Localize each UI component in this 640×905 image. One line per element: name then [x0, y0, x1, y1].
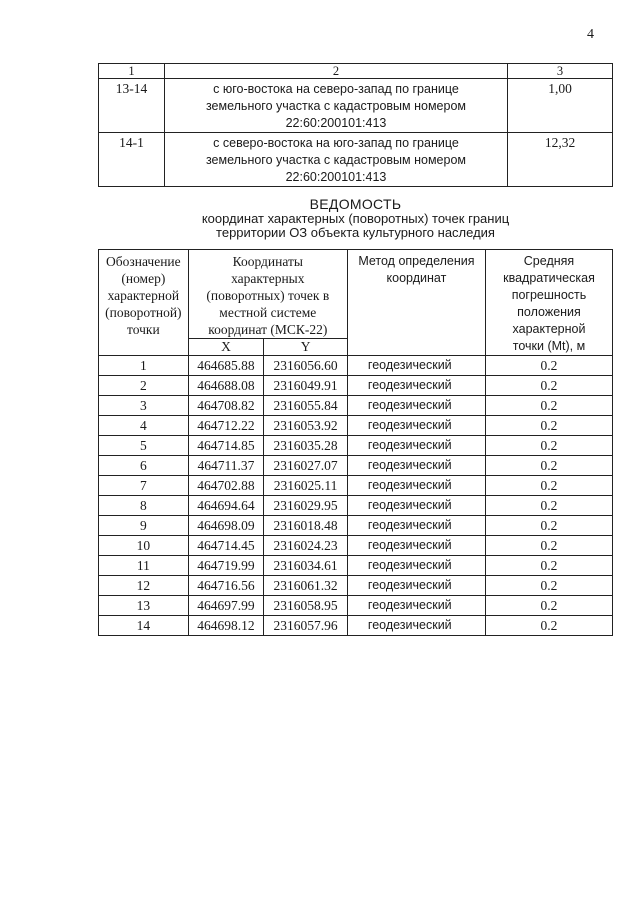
- coords-row: [99, 516, 613, 536]
- point-number: 6: [99, 456, 189, 476]
- coord-y: 2316056.60: [264, 356, 348, 376]
- header-line: точки (Mt), м: [512, 339, 586, 353]
- method: геодезический: [347, 396, 485, 416]
- point-number: 9: [99, 516, 189, 536]
- mean-error: 0.2: [485, 396, 612, 416]
- coords-row: [99, 436, 613, 456]
- header-line: характерной: [512, 322, 586, 336]
- method: геодезический: [347, 616, 485, 636]
- point-number: 12: [99, 576, 189, 596]
- point-number: 13: [99, 596, 189, 616]
- coords-row: [99, 416, 613, 436]
- method: геодезический: [347, 456, 485, 476]
- point-number: 5: [99, 436, 189, 456]
- section-subtitle-line1: координат характерных (поворотных) точек границ: [201, 211, 510, 226]
- coords-row: [99, 396, 613, 416]
- coord-y: 2316057.96: [264, 616, 348, 636]
- mean-error: 0.2: [485, 596, 612, 616]
- coords-row: [99, 596, 613, 616]
- header-line: Средняя: [523, 254, 575, 268]
- borders-row: [99, 133, 613, 187]
- coords-row: [99, 496, 613, 516]
- segment-id: 13-14: [99, 79, 165, 133]
- coord-y: 2316029.95: [264, 496, 348, 516]
- description-line: земельного участка с кадастровым номером: [205, 153, 467, 167]
- header-line: Метод определения: [358, 254, 475, 268]
- description-line: земельного участка с кадастровым номером: [205, 99, 467, 113]
- mean-error: 0.2: [485, 436, 612, 456]
- header-y: Y: [264, 339, 348, 356]
- coords-header-row: [99, 250, 613, 339]
- method: геодезический: [347, 376, 485, 396]
- method: геодезический: [347, 476, 485, 496]
- method: геодезический: [347, 576, 485, 596]
- point-number: 14: [99, 616, 189, 636]
- coord-y: 2316058.95: [264, 596, 348, 616]
- coord-y: 2316034.61: [264, 556, 348, 576]
- header-line: характерных: [231, 271, 305, 286]
- borders-header-col1: 1: [99, 64, 165, 79]
- coord-x: 464714.85: [188, 436, 264, 456]
- segment-description: [165, 133, 508, 187]
- coord-y: 2316025.11: [264, 476, 348, 496]
- borders-header-col3: 3: [508, 64, 613, 79]
- mean-error: 0.2: [485, 456, 612, 476]
- point-number: 2: [99, 376, 189, 396]
- description-line: 22:60:200101:413: [285, 116, 387, 130]
- coord-x: 464711.37: [188, 456, 264, 476]
- coord-x: 464698.09: [188, 516, 264, 536]
- mean-error: 0.2: [485, 556, 612, 576]
- header-method: [347, 250, 485, 356]
- segment-id: 14-1: [99, 133, 165, 187]
- header-line: (номер): [121, 271, 166, 286]
- mean-error: 0.2: [485, 576, 612, 596]
- mean-error: 0.2: [485, 536, 612, 556]
- point-number: 8: [99, 496, 189, 516]
- header-line: квадратическая: [503, 271, 595, 285]
- method: геодезический: [347, 556, 485, 576]
- method: геодезический: [347, 416, 485, 436]
- mean-error: 0.2: [485, 476, 612, 496]
- method: геодезический: [347, 516, 485, 536]
- method: геодезический: [347, 436, 485, 456]
- mean-error: 0.2: [485, 616, 612, 636]
- header-line: (поворотных) точек в: [206, 288, 330, 303]
- header-line: местной системе: [219, 305, 317, 320]
- point-number: 4: [99, 416, 189, 436]
- segment-length: 1,00: [508, 79, 613, 133]
- coords-row: [99, 376, 613, 396]
- header-line: положения: [517, 305, 581, 319]
- coords-row: [99, 456, 613, 476]
- point-number: 7: [99, 476, 189, 496]
- coord-y: 2316055.84: [264, 396, 348, 416]
- coord-x: 464697.99: [188, 596, 264, 616]
- coords-row: [99, 616, 613, 636]
- coord-y: 2316053.92: [264, 416, 348, 436]
- description-line: с юго-востока на северо-запад по границе: [213, 82, 459, 96]
- coords-row: [99, 576, 613, 596]
- borders-table-header: [99, 64, 613, 79]
- coord-x: 464716.56: [188, 576, 264, 596]
- description-line: 22:60:200101:413: [285, 170, 387, 184]
- description-line: с северо-востока на юго-запад по границе: [213, 136, 459, 150]
- header-mean-error: [485, 250, 612, 356]
- header-line: характерной: [107, 288, 180, 303]
- coords-row: [99, 476, 613, 496]
- point-number: 10: [99, 536, 189, 556]
- page-number: 4: [587, 27, 594, 42]
- header-line: погрешность: [511, 288, 587, 302]
- segment-description: [165, 79, 508, 133]
- point-number: 3: [99, 396, 189, 416]
- point-number: 11: [99, 556, 189, 576]
- method: геодезический: [347, 356, 485, 376]
- coord-x: 464719.99: [188, 556, 264, 576]
- header-line: Координаты: [232, 254, 303, 269]
- coord-x: 464698.12: [188, 616, 264, 636]
- header-line: Обозначение: [106, 254, 181, 269]
- coord-y: 2316027.07: [264, 456, 348, 476]
- method: геодезический: [347, 496, 485, 516]
- method: геодезический: [347, 536, 485, 556]
- header-point-id: [99, 250, 189, 356]
- coord-x: 464708.82: [188, 396, 264, 416]
- coordinates-table: [98, 249, 613, 636]
- header-line: (поворотной): [105, 305, 182, 320]
- header-line: точки: [126, 322, 160, 337]
- coord-x: 464714.45: [188, 536, 264, 556]
- coords-row: [99, 536, 613, 556]
- section-title-main: ВЕДОМОСТЬ: [309, 196, 402, 212]
- coords-row: [99, 556, 613, 576]
- header-x: X: [188, 339, 264, 356]
- segment-length: 12,32: [508, 133, 613, 187]
- section-title: [98, 196, 613, 240]
- coord-y: 2316018.48: [264, 516, 348, 536]
- mean-error: 0.2: [485, 376, 612, 396]
- borders-table: [98, 63, 613, 187]
- coord-x: 464685.88: [188, 356, 264, 376]
- coordinates-table-body: [99, 356, 613, 636]
- coord-y: 2316061.32: [264, 576, 348, 596]
- coord-y: 2316024.23: [264, 536, 348, 556]
- coord-x: 464688.08: [188, 376, 264, 396]
- coords-row: [99, 356, 613, 376]
- mean-error: 0.2: [485, 516, 612, 536]
- header-line: координат (МСК-22): [208, 322, 328, 337]
- section-subtitle-line2: территории ОЗ объекта культурного наследия: [216, 225, 495, 240]
- header-coordinates: [188, 250, 347, 339]
- borders-row: [99, 79, 613, 133]
- mean-error: 0.2: [485, 356, 612, 376]
- header-line: координат: [386, 271, 447, 285]
- mean-error: 0.2: [485, 416, 612, 436]
- coord-y: 2316049.91: [264, 376, 348, 396]
- borders-header-col2: 2: [165, 64, 508, 79]
- coord-x: 464702.88: [188, 476, 264, 496]
- coord-y: 2316035.28: [264, 436, 348, 456]
- coord-x: 464712.22: [188, 416, 264, 436]
- method: геодезический: [347, 596, 485, 616]
- point-number: 1: [99, 356, 189, 376]
- coord-x: 464694.64: [188, 496, 264, 516]
- mean-error: 0.2: [485, 496, 612, 516]
